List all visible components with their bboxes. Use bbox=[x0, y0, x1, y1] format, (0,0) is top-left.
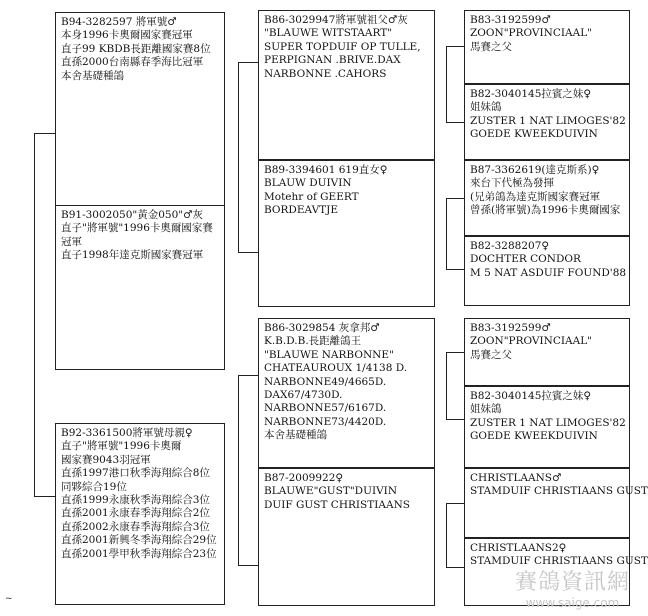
card-line: B87-2009922♀ bbox=[264, 472, 344, 484]
card-line: ZOON"PROVINCIAAL" bbox=[470, 27, 592, 40]
pigeon-card-gen3-1 bbox=[464, 10, 630, 84]
card-line: SUPER TOPDUIF OP TULLE, bbox=[264, 40, 421, 53]
card-line: B91-3002050"黃金050"♂灰 bbox=[61, 209, 204, 221]
pigeon-card-gen3-3 bbox=[464, 160, 630, 236]
card-line: ZUSTER 1 NAT LIMOGES'82 bbox=[470, 416, 626, 429]
card-line: GOEDE KWEEKDUIVIN bbox=[470, 430, 598, 443]
card-line: DOCHTER CONDOR bbox=[470, 253, 581, 266]
connector-line bbox=[446, 352, 447, 419]
connector-line bbox=[238, 565, 258, 566]
card-line: 姐妹鴿 bbox=[470, 101, 502, 114]
card-line: NARBONNE73/4420D. bbox=[264, 415, 387, 428]
card-line: BORDEAVTJE bbox=[264, 204, 339, 217]
card-line: GOEDE KWEEKDUIVIN bbox=[470, 128, 598, 141]
card-line: B94-3282597 將軍號♂ bbox=[61, 16, 177, 28]
card-line: 本身1996卡奧爾國家賽冠軍 bbox=[61, 29, 193, 42]
connector-line bbox=[446, 419, 464, 420]
card-line: 本舍基礎種鴿 bbox=[264, 429, 327, 442]
card-line: CHATEAUROUX 1/4138 D. bbox=[264, 362, 408, 375]
card-line: 直孫2002永康春季海翔綜合3位 bbox=[61, 520, 210, 533]
connector-line bbox=[446, 269, 464, 270]
card-line: "BLAUWE WITSTAART" bbox=[264, 27, 393, 40]
card-line: M 5 NAT ASDUIF FOUND'88 bbox=[470, 266, 627, 279]
card-line: 直子"將軍號"1996卡奧爾 bbox=[61, 440, 182, 453]
card-line: DUIF GUST CHRISTIAANS bbox=[264, 498, 410, 511]
watermark-text: 賽鴿資訊網 bbox=[514, 570, 630, 595]
connector-line bbox=[238, 62, 239, 252]
card-line: B86-3029854 灰拿邦♂ bbox=[264, 322, 380, 334]
connector-line bbox=[34, 496, 55, 497]
card-line: NARBONNE .CAHORS bbox=[264, 67, 387, 80]
connector-line bbox=[446, 503, 464, 504]
card-line: B83-3192599♂ bbox=[470, 322, 551, 334]
connector-line bbox=[446, 198, 464, 199]
connector-line bbox=[446, 503, 447, 567]
connector-line bbox=[446, 122, 464, 123]
card-line: 姐妹鴿 bbox=[470, 403, 502, 416]
pigeon-card-gen2-1 bbox=[258, 10, 435, 160]
card-line: 直孫2001新興冬季海翔綜合29位 bbox=[61, 534, 217, 547]
pigeon-card-gen3-6 bbox=[464, 386, 630, 468]
card-line: B82-3288207♀ bbox=[470, 240, 550, 252]
card-line: 來台下代極為發揮 bbox=[470, 177, 554, 190]
connector-line bbox=[446, 567, 464, 568]
card-line: 直孫2001學甲秋季海翔綜合23位 bbox=[61, 547, 217, 560]
card-line: ZOON"PROVINCIAAL" bbox=[470, 335, 592, 348]
card-line: 馬賽之父 bbox=[470, 348, 512, 361]
connector-line bbox=[446, 46, 464, 47]
pigeon-card-gen3-7 bbox=[464, 468, 648, 538]
card-line: PERPIGNAN .BRIVE.DAX bbox=[264, 54, 401, 67]
site-watermark bbox=[515, 565, 630, 610]
card-line: Motehr of GEERT bbox=[264, 190, 359, 203]
connector-line bbox=[34, 133, 35, 496]
card-line: 馬賽之父 bbox=[470, 40, 512, 53]
pigeon-card-gen2-2 bbox=[258, 160, 435, 307]
card-line: B86-3029947將軍號祖父♂灰 bbox=[264, 14, 408, 26]
pigeon-card-gen3-5 bbox=[464, 318, 630, 386]
card-line: 直孫2001永康春季海翔綜合2位 bbox=[61, 507, 210, 520]
card-line: NARBONNE49/4665D. bbox=[264, 375, 387, 388]
card-line: 直孫1997港口秋季海翔綜合8位 bbox=[61, 467, 210, 480]
card-line: CHRISTLAANS2♀ bbox=[470, 542, 567, 554]
pigeon-card-dam bbox=[55, 423, 225, 605]
connector-line bbox=[238, 252, 258, 253]
card-line: B89-3394601 619直女♀ bbox=[264, 164, 388, 176]
connector-line bbox=[34, 133, 55, 134]
pigeon-card-gen3-2 bbox=[464, 84, 630, 160]
card-line: 冠軍 bbox=[61, 235, 82, 248]
connector-line bbox=[238, 375, 239, 565]
connector-line bbox=[446, 46, 447, 122]
connector-line bbox=[446, 352, 464, 353]
pigeon-card-gen2-3 bbox=[258, 318, 435, 468]
card-line: BLAUWE"GUST"DUIVIN bbox=[264, 485, 398, 498]
pigeon-card-subject bbox=[55, 205, 225, 370]
card-line: 直孫1999永康秋季海翔綜合3位 bbox=[61, 494, 210, 507]
card-line: BLAUW DUIVIN bbox=[264, 177, 352, 190]
card-line: B83-3192599♂ bbox=[470, 14, 551, 26]
card-line: CHRISTLAANS♂ bbox=[470, 472, 562, 484]
pigeon-card-gen2-4 bbox=[258, 468, 435, 606]
card-line: 直子"將軍號"1996卡奧爾國家賽 bbox=[61, 222, 213, 235]
watermark-url: www.saige.com bbox=[525, 596, 620, 610]
card-line: 直孫2000台南縣春季海比冠軍 bbox=[61, 56, 204, 69]
connector-line bbox=[446, 198, 447, 269]
corner-mark: ~ bbox=[5, 594, 13, 604]
pigeon-card-gen3-4 bbox=[464, 236, 630, 306]
card-line: 直子99 KBDB長距離國家賽8位 bbox=[61, 42, 211, 55]
connector-line bbox=[238, 375, 258, 376]
card-line: 本舍基礎種鴿 bbox=[61, 69, 124, 82]
card-line: 曾孫(將軍號)為1996卡奧爾國家 bbox=[470, 204, 621, 217]
card-line: "BLAUWE NARBONNE" bbox=[264, 348, 394, 361]
card-line: ZUSTER 1 NAT LIMOGES'82 bbox=[470, 114, 626, 127]
card-line: STAMDUIF CHRISTIAANS GUST bbox=[470, 555, 648, 568]
card-line: STAMDUIF CHRISTIAANS GUST bbox=[470, 485, 648, 498]
card-line: 國家賽9043羽冠軍 bbox=[61, 453, 151, 466]
card-line: B92-3361500將軍號母親♀ bbox=[61, 427, 193, 439]
card-line: B82-3040145拉賓之妹♀ bbox=[470, 390, 592, 402]
connector-line bbox=[238, 62, 258, 63]
card-line: K.B.D.B.長距離鴿王 bbox=[264, 335, 362, 348]
card-line: B82-3040145拉賓之妹♀ bbox=[470, 88, 592, 100]
card-line: NARBONNE57/6167D. bbox=[264, 402, 387, 415]
card-line: (兄弟鴿為達克斯國家賽冠軍 bbox=[470, 190, 601, 203]
card-line: 同夥綜合19位 bbox=[61, 480, 127, 493]
card-line: 直子1998年達克斯國家賽冠軍 bbox=[61, 249, 204, 262]
card-line: DAX67/4730D. bbox=[264, 389, 343, 402]
card-line: B87-3362619(達克斯系)♀ bbox=[470, 164, 600, 176]
